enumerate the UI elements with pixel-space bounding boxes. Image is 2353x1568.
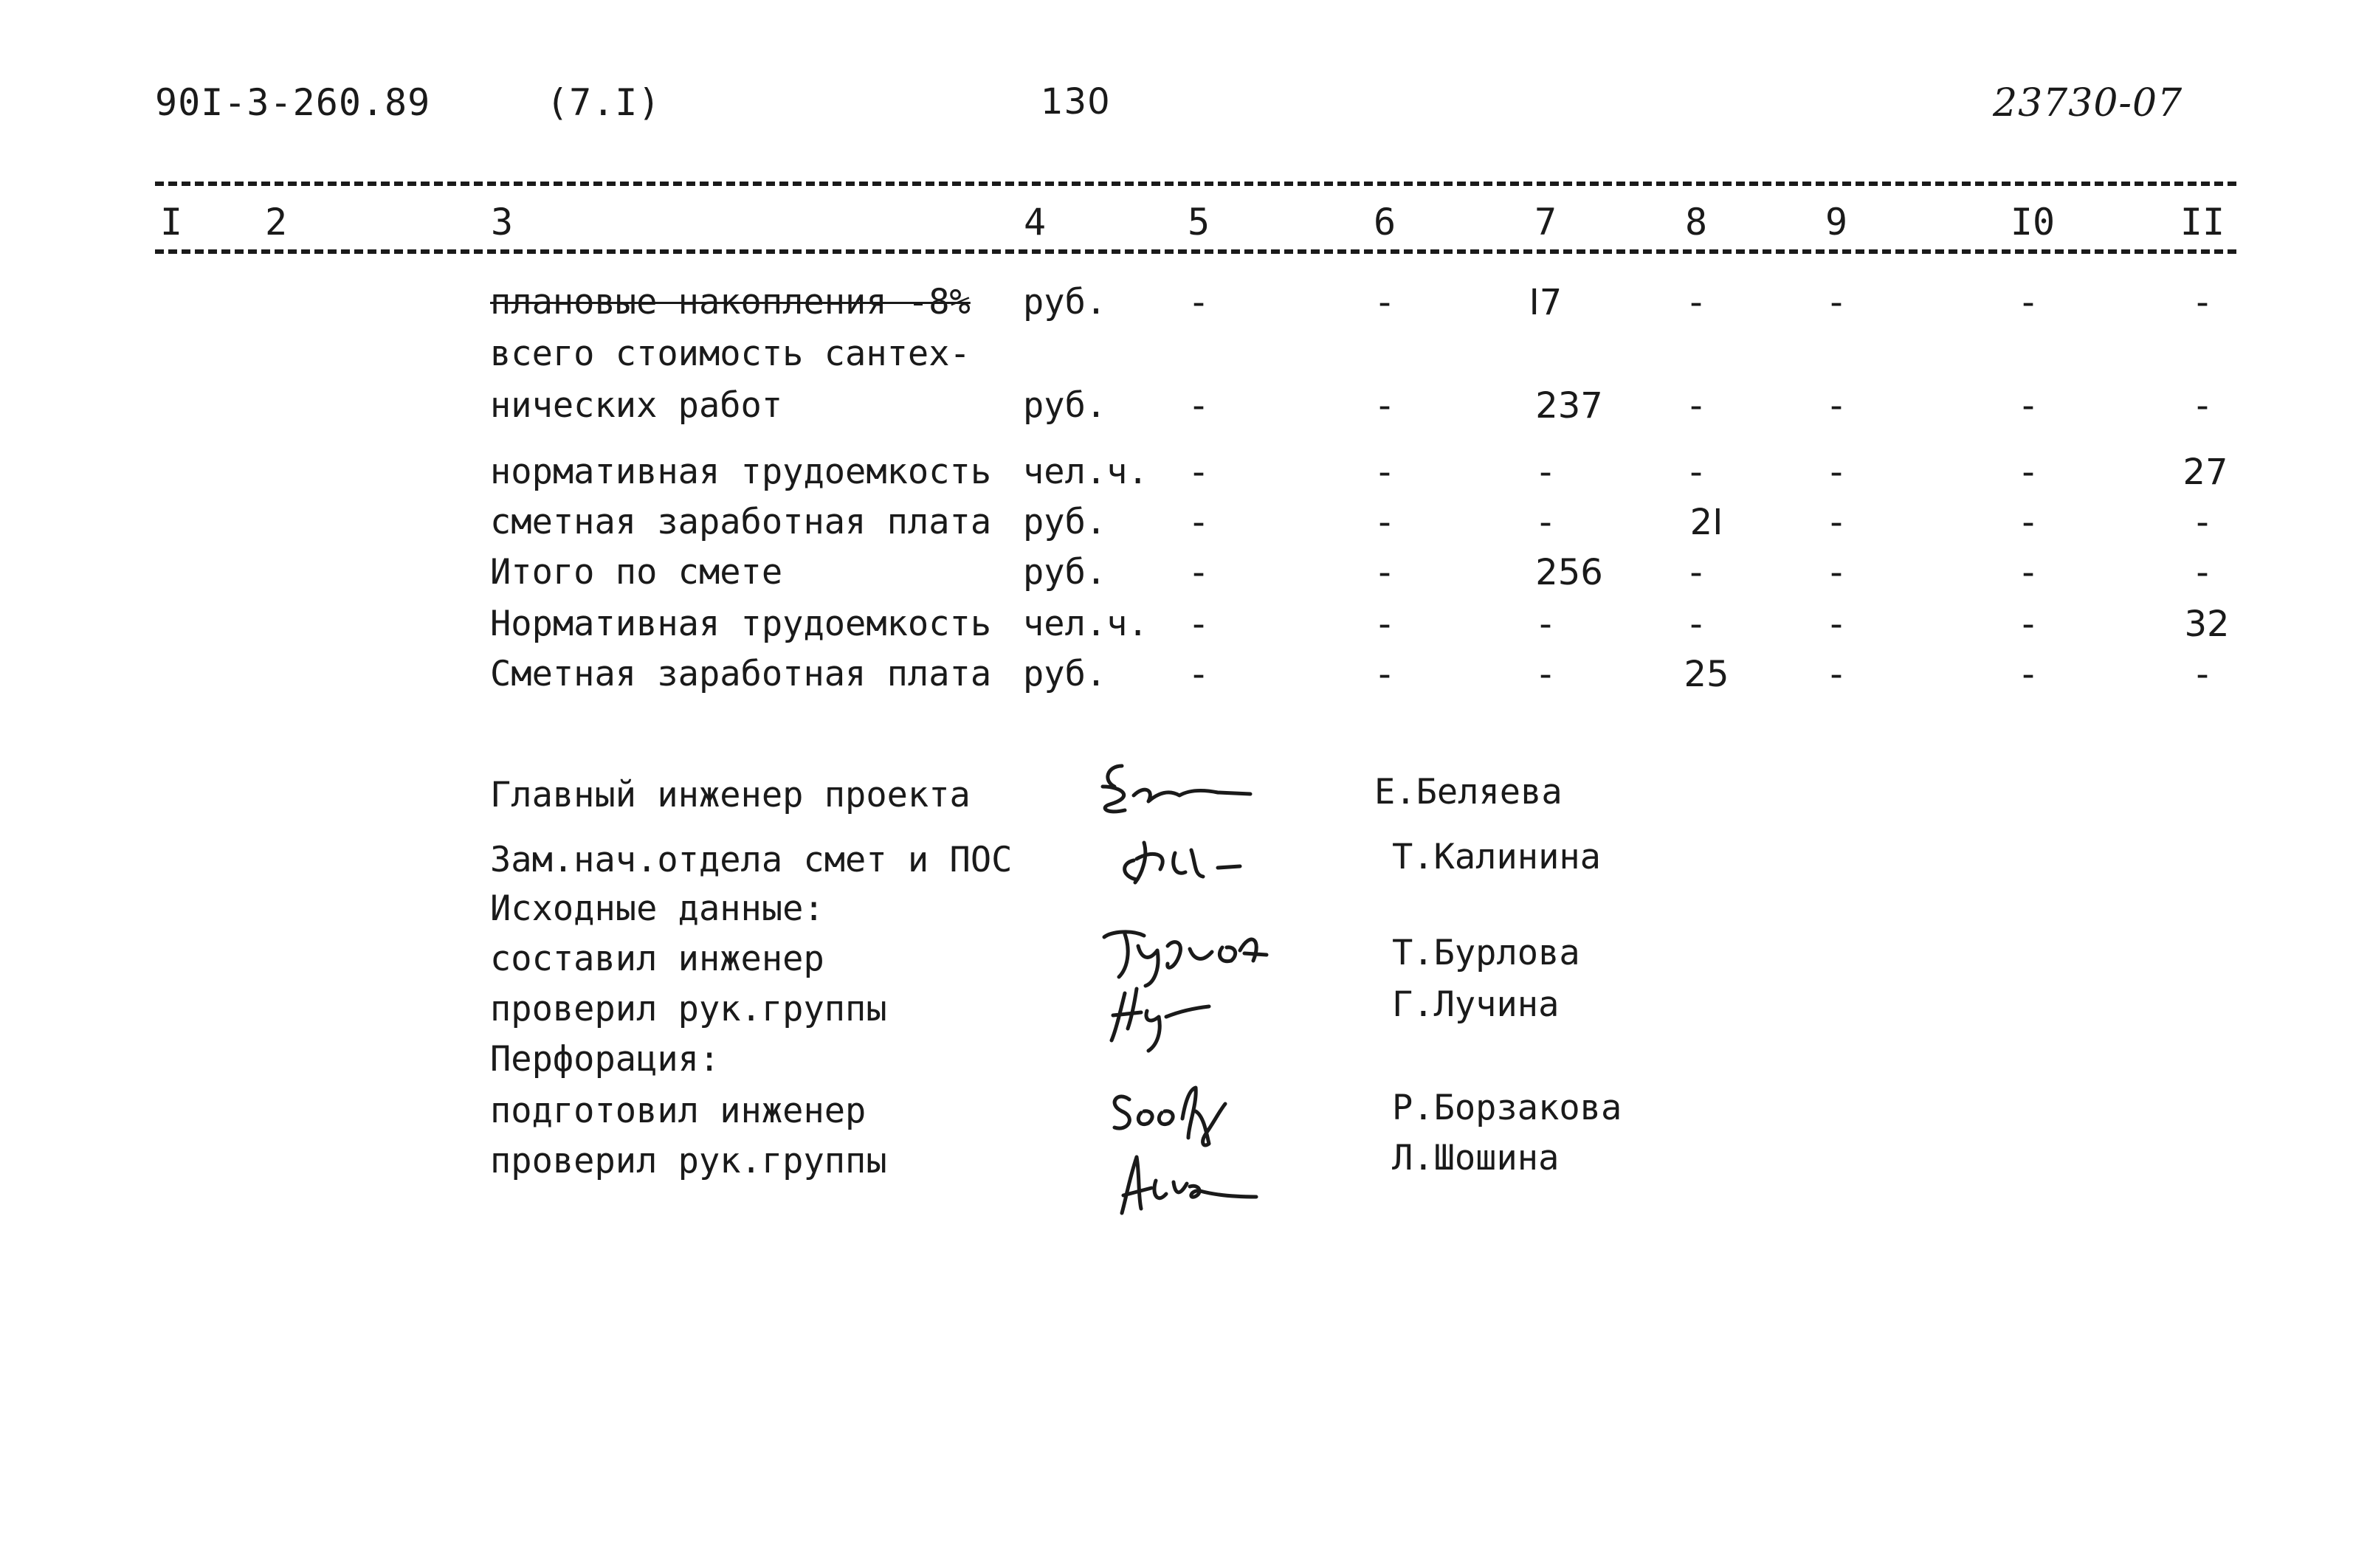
signatory-name: Т.Калинина bbox=[1392, 837, 1601, 877]
row-col-5: - bbox=[1192, 502, 1205, 543]
row-name: нических работ bbox=[490, 385, 783, 426]
row-col-9: - bbox=[1830, 654, 1843, 695]
row-col-11: 32 bbox=[2184, 604, 2230, 645]
row-col-5: - bbox=[1192, 604, 1205, 645]
column-number-7: 7 bbox=[1534, 201, 1557, 244]
signatory-name: Т.Бурлова bbox=[1392, 933, 1580, 973]
column-number-5: 5 bbox=[1187, 201, 1210, 244]
signatory-name: Е.Беляева bbox=[1374, 772, 1563, 812]
row-col-5: - bbox=[1192, 282, 1205, 323]
row-col-6: - bbox=[1378, 282, 1391, 323]
signature-role: подготовил инженер bbox=[490, 1091, 867, 1131]
row-unit: руб. bbox=[1023, 282, 1107, 322]
row-col-10: - bbox=[2022, 604, 2035, 645]
signature-role: Исходные данные: bbox=[490, 888, 824, 929]
row-col-7: - bbox=[1539, 604, 1552, 645]
row-col-6: - bbox=[1378, 385, 1391, 426]
row-col-10: - bbox=[2022, 452, 2035, 493]
section-number: (7.I) bbox=[546, 81, 661, 124]
row-name: плановые накопления -8% bbox=[490, 282, 971, 322]
row-unit: чел.ч. bbox=[1023, 452, 1148, 492]
row-col-7: 237 bbox=[1535, 385, 1603, 426]
page-number: 130 bbox=[1041, 81, 1111, 122]
row-col-6: - bbox=[1378, 502, 1391, 543]
signature-role: Перфорация: bbox=[490, 1039, 720, 1080]
signature-role: Зам.нач.отдела смет и ПОС bbox=[490, 840, 1013, 880]
row-col-5: - bbox=[1192, 552, 1205, 593]
row-col-9: - bbox=[1830, 385, 1843, 426]
row-col-8: 2I bbox=[1689, 502, 1723, 543]
row-col-11: - bbox=[2196, 282, 2209, 323]
row-col-11: - bbox=[2196, 654, 2209, 695]
inventory-number: 23730-07 bbox=[1993, 81, 2183, 125]
row-col-10: - bbox=[2022, 552, 2035, 593]
document-code: 90I-3-260.89 bbox=[155, 81, 431, 124]
row-unit: руб. bbox=[1023, 654, 1107, 694]
column-number-10: I0 bbox=[2010, 201, 2056, 244]
column-number-4: 4 bbox=[1023, 201, 1047, 244]
signature-role: Главный инженер проекта bbox=[490, 775, 971, 815]
row-col-9: - bbox=[1830, 282, 1843, 323]
row-col-5: - bbox=[1192, 385, 1205, 426]
signature-role: проверил рук.группы bbox=[490, 989, 887, 1029]
column-number-8: 8 bbox=[1684, 201, 1708, 244]
signatory-name: Л.Шошина bbox=[1392, 1138, 1560, 1178]
row-col-7: - bbox=[1539, 452, 1552, 493]
row-col-10: - bbox=[2022, 654, 2035, 695]
row-col-11: - bbox=[2196, 385, 2209, 426]
row-col-8: - bbox=[1689, 552, 1703, 593]
table-header-rule bbox=[155, 249, 2236, 254]
row-col-7: - bbox=[1539, 654, 1552, 695]
row-col-10: - bbox=[2022, 385, 2035, 426]
row-unit: руб. bbox=[1023, 385, 1107, 426]
row-col-11: - bbox=[2196, 502, 2209, 543]
handwritten-signature bbox=[1092, 821, 1343, 902]
row-unit: руб. bbox=[1023, 502, 1107, 542]
row-col-6: - bbox=[1378, 604, 1391, 645]
row-col-6: - bbox=[1378, 452, 1391, 493]
row-col-6: - bbox=[1378, 654, 1391, 695]
column-number-2: 2 bbox=[264, 201, 288, 244]
row-col-8: - bbox=[1689, 452, 1703, 493]
row-col-7: - bbox=[1539, 502, 1552, 543]
row-col-9: - bbox=[1830, 604, 1843, 645]
signatory-name: Г.Лучина bbox=[1392, 984, 1560, 1025]
row-name: Итого по смете bbox=[490, 552, 783, 593]
row-name: Сметная заработная плата bbox=[490, 654, 992, 694]
row-col-9: - bbox=[1830, 502, 1843, 543]
signature-role: составил инженер bbox=[490, 939, 824, 979]
row-col-10: - bbox=[2022, 502, 2035, 543]
column-number-11: II bbox=[2180, 201, 2225, 244]
row-col-8: - bbox=[1689, 282, 1703, 323]
row-col-6: - bbox=[1378, 552, 1391, 593]
row-name: сметная заработная плата bbox=[490, 502, 992, 542]
row-unit: руб. bbox=[1023, 552, 1107, 593]
row-col-11: - bbox=[2196, 552, 2209, 593]
row-col-11: 27 bbox=[2183, 452, 2228, 493]
column-number-6: 6 bbox=[1373, 201, 1396, 244]
row-name: всего стоимость сантех- bbox=[490, 334, 971, 374]
row-name: нормативная трудоемкость bbox=[490, 452, 992, 492]
table-top-rule bbox=[155, 182, 2236, 186]
column-number-1: I bbox=[159, 201, 183, 244]
row-col-8: 25 bbox=[1684, 654, 1729, 695]
row-col-5: - bbox=[1192, 452, 1205, 493]
row-col-8: - bbox=[1689, 604, 1703, 645]
row-col-7: I7 bbox=[1529, 282, 1563, 323]
row-unit: чел.ч. bbox=[1023, 604, 1148, 644]
handwritten-signature bbox=[1092, 1142, 1343, 1223]
row-col-10: - bbox=[2022, 282, 2035, 323]
signatory-name: Р.Борзакова bbox=[1392, 1088, 1622, 1128]
column-number-3: 3 bbox=[490, 201, 514, 244]
handwritten-signature bbox=[1092, 974, 1343, 1055]
row-name: Нормативная трудоемкость bbox=[490, 604, 992, 644]
row-col-5: - bbox=[1192, 654, 1205, 695]
signature-role: проверил рук.группы bbox=[490, 1141, 887, 1181]
row-col-8: - bbox=[1689, 385, 1703, 426]
row-col-7: 256 bbox=[1535, 552, 1603, 593]
row-col-9: - bbox=[1830, 552, 1843, 593]
column-number-9: 9 bbox=[1825, 201, 1848, 244]
row-col-9: - bbox=[1830, 452, 1843, 493]
